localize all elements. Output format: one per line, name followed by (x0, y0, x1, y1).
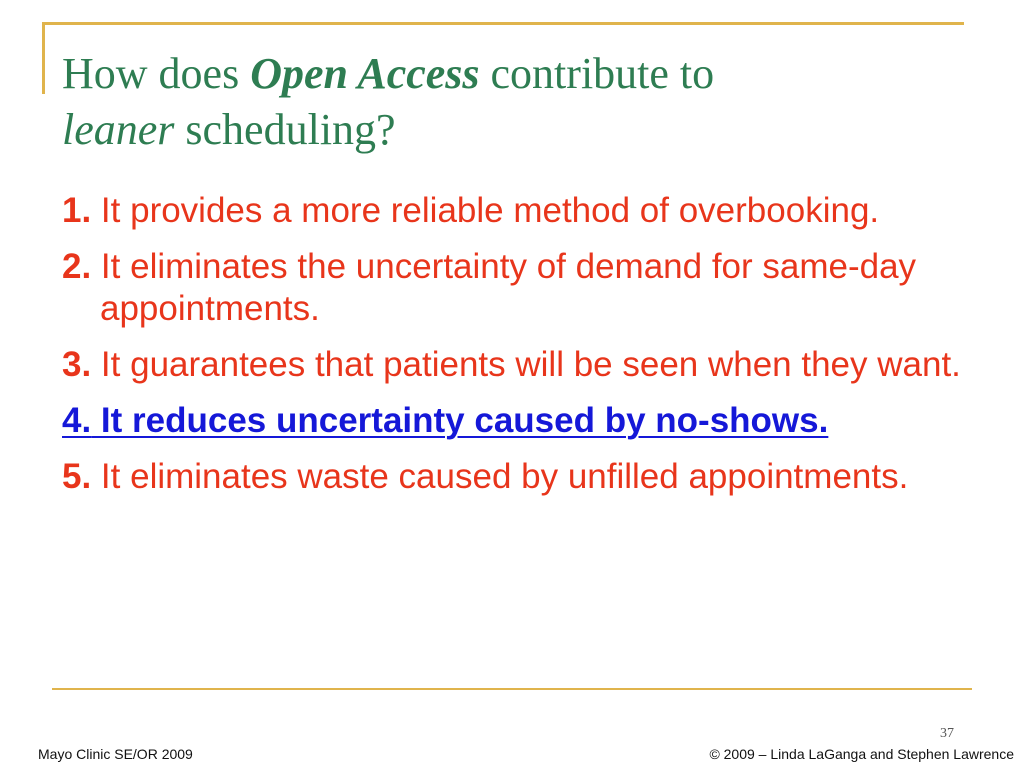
item-number: 4. (62, 401, 92, 440)
slide-number: 37 (940, 726, 954, 741)
item-text: It guarantees that patients will be seen when they want. (91, 345, 961, 384)
footer-right: © 2009 – Linda LaGanga and Stephen Lawrence (709, 746, 1014, 762)
list-item-4-highlighted (62, 400, 1002, 442)
list-item-1 (62, 190, 1002, 232)
item-number: 5. (62, 457, 92, 496)
left-rule (42, 22, 45, 94)
item-text: It eliminates the uncertainty of demand for same-day appointments. (91, 247, 917, 328)
title-part2: contribute to (479, 49, 715, 98)
item-number: 3. (62, 345, 92, 384)
title-part4: scheduling? (174, 105, 396, 154)
title-part1: How does (62, 49, 251, 98)
item-text: It eliminates waste caused by unfilled appointments. (91, 457, 909, 496)
item-number: 2. (62, 247, 92, 286)
answer-list (62, 190, 1002, 512)
title-part3: leaner (62, 105, 175, 154)
item-number: 1. (62, 191, 92, 230)
bottom-rule (52, 688, 972, 690)
slide-title (62, 46, 962, 158)
title-emphasis: Open Access (250, 49, 480, 98)
footer-left: Mayo Clinic SE/OR 2009 (38, 746, 193, 762)
list-item-2 (62, 246, 1002, 330)
top-rule (42, 22, 964, 25)
item-text: It provides a more reliable method of overbooking. (91, 191, 880, 230)
list-item-3 (62, 344, 1002, 386)
list-item-5 (62, 456, 1002, 498)
item-text: It reduces uncertainty caused by no-shows. (91, 401, 829, 440)
